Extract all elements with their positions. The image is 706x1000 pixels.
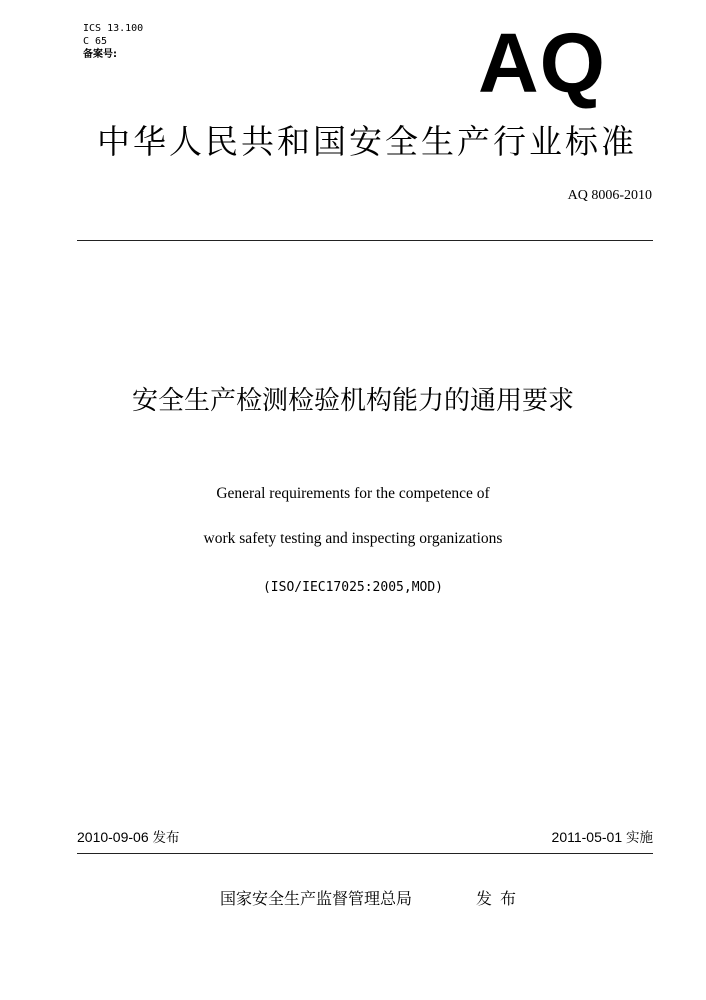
international-equivalence: (ISO/IEC17025:2005,MOD): [262, 580, 443, 595]
issuing-action: 发布: [476, 889, 525, 908]
standard-category-title: 中华人民共和国安全生产行业标准: [97, 122, 637, 161]
aq-logo: AQ: [478, 16, 606, 110]
document-title-zh: 安全生产检测检验机构能力的通用要求: [131, 386, 574, 416]
issue-date: [77, 828, 180, 847]
issuing-authority: 国家安全生产监督管理总局: [220, 889, 413, 908]
ics-code: ICS 13.100: [83, 23, 144, 34]
document-title-en-line-1: General requirements for the competence of: [216, 485, 490, 502]
implementation-date: [530, 828, 653, 847]
issue-date-value: 2010-09-06: [77, 829, 149, 845]
issue-date-label: 发布: [152, 830, 180, 846]
record-number-label: 备案号:: [83, 49, 117, 60]
bottom-divider: [77, 853, 653, 854]
implementation-date-label: 实施: [626, 830, 653, 846]
ccs-code: C 65: [83, 36, 108, 47]
standard-number: AQ 8006-2010: [567, 188, 652, 203]
top-divider: [77, 240, 653, 241]
implementation-date-value: 2011-05-01: [551, 829, 623, 845]
document-title-en-line-2: work safety testing and inspecting organizations: [203, 530, 503, 547]
